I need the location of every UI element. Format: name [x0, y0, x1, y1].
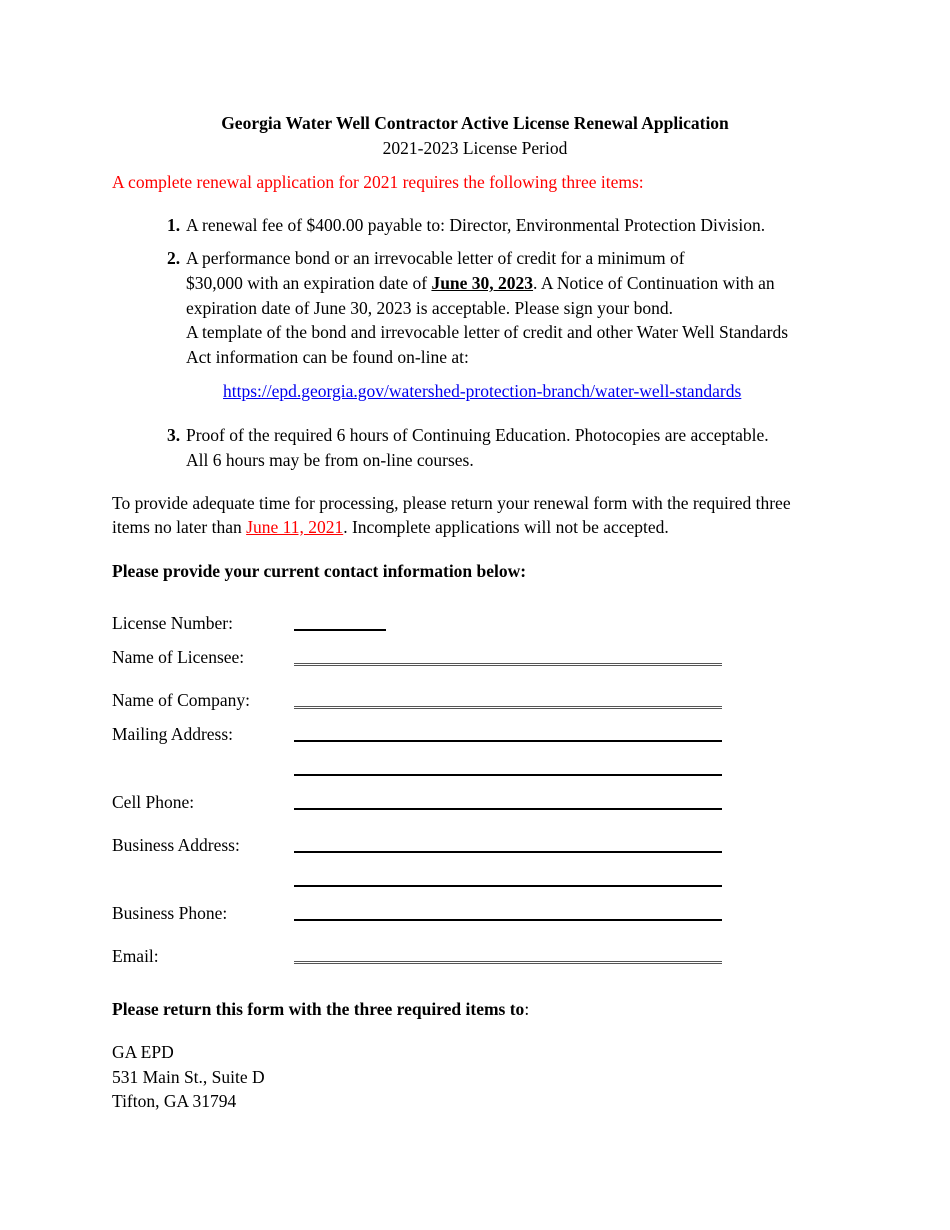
contact-heading: Please provide your current contact information below:	[112, 561, 527, 581]
name-of-licensee-label: Name of Licensee:	[112, 647, 245, 667]
item-2-line-2: $30,000 with an expiration date of June 30, 2023. A Notice of Continuation with an	[186, 273, 775, 293]
requirements-intro: A complete renewal application for 2021 requires the following three items:	[112, 172, 644, 192]
business-phone-label: Business Phone:	[112, 903, 228, 923]
return-address-line-3: Tifton, GA 31794	[112, 1091, 237, 1111]
license-number-field[interactable]	[294, 629, 386, 631]
return-address-line-2: 531 Main St., Suite D	[112, 1067, 265, 1087]
item-2-line-3: expiration date of June 30, 2023 is acceptable. Please sign your bond.	[186, 298, 673, 318]
item-2-line-5: Act information can be found on-line at:	[186, 347, 469, 367]
processing-line-1: To provide adequate time for processing, please return your renewal form with the required three	[112, 493, 791, 513]
item-number: 2.	[167, 248, 181, 268]
name-of-company-field[interactable]	[294, 706, 722, 709]
email-field[interactable]	[294, 961, 722, 964]
name-of-company-label: Name of Company:	[112, 690, 251, 710]
item-3-line-2: All 6 hours may be from on-line courses.	[186, 450, 474, 470]
bond-expiration-date: June 30, 2023	[431, 273, 534, 293]
return-address-line-1: GA EPD	[112, 1042, 174, 1062]
business-address-field-line-2[interactable]	[294, 885, 722, 887]
list-item-2	[167, 246, 685, 270]
business-phone-field[interactable]	[294, 919, 722, 921]
license-number-label: License Number:	[112, 613, 233, 633]
water-well-standards-link[interactable]: https://epd.georgia.gov/watershed-protection-branch/water-well-standards	[223, 381, 742, 401]
mailing-address-field-line-2[interactable]	[294, 774, 722, 776]
processing-line-2: items no later than June 11, 2021. Incomplete applications will not be accepted.	[112, 517, 669, 537]
mailing-address-field-line-1[interactable]	[294, 740, 722, 742]
license-period: 2021-2023 License Period	[382, 138, 568, 158]
item-2-line-4: A template of the bond and irrevocable letter of credit and other Water Well Standards	[186, 322, 789, 342]
item-number: 3.	[167, 425, 181, 445]
item-number: 1.	[167, 215, 181, 235]
name-of-licensee-field[interactable]	[294, 663, 722, 666]
mailing-address-label: Mailing Address:	[112, 724, 234, 744]
cell-phone-field[interactable]	[294, 808, 722, 810]
item-text: Proof of the required 6 hours of Continuing Education. Photocopies are acceptable.	[186, 425, 769, 445]
business-address-field-line-1[interactable]	[294, 851, 722, 853]
cell-phone-label: Cell Phone:	[112, 792, 195, 812]
deadline-date: June 11, 2021	[246, 517, 344, 537]
business-address-label: Business Address:	[112, 835, 240, 855]
list-item-3	[167, 423, 769, 447]
list-item-1	[167, 213, 765, 237]
email-label: Email:	[112, 946, 159, 966]
return-heading: Please return this form with the three required items to:	[112, 999, 530, 1019]
document-title: Georgia Water Well Contractor Active License Renewal Application	[221, 113, 729, 133]
item-text: A renewal fee of $400.00 payable to: Director, Environmental Protection Division.	[186, 215, 766, 235]
item-text: A performance bond or an irrevocable letter of credit for a minimum of	[186, 248, 685, 268]
